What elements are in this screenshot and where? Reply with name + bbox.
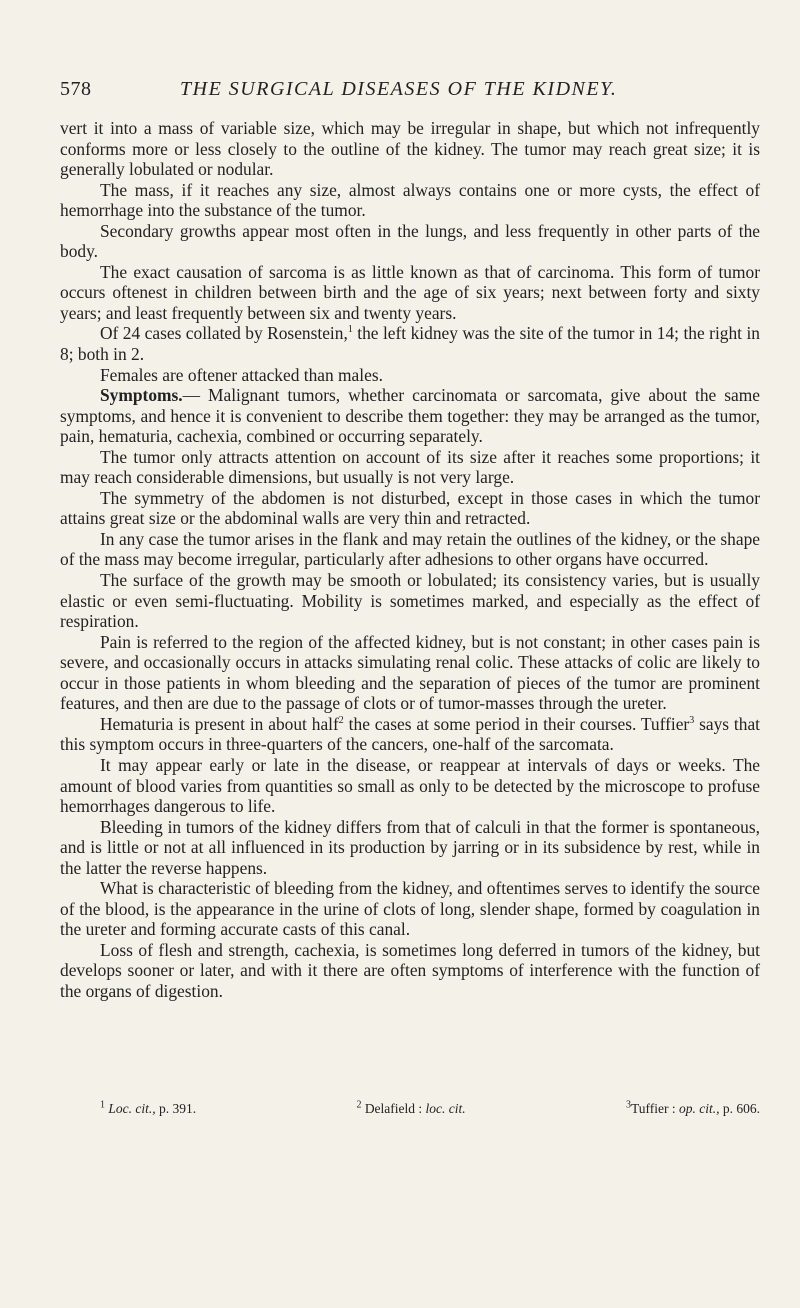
paragraph: The exact causation of sarcoma is as little known as that of carcinoma. This form of tumor occurs oftenest in children between birth and the age of six years; next between forty and sixty years; and least frequently between six and twenty years. [60,261,760,323]
paragraph: Bleeding in tumors of the kidney differs from that of calculi in that the former is spontaneous, and is little or not at all influenced in its production by jarring or in its subsidence by rest, while in the latter the reverse happens. [60,816,760,878]
footnote-ref: 2 [338,715,344,727]
paragraph: Pain is referred to the region of the affected kidney, but is not constant; in other cases pain is severe, and occasionally occurs in attacks simulating renal colic. These attacks of colic are likely to occur in those patients in whom bleeding and the separation of pieces of the tumor are prominent features, and then are due to the passage of clots or of tumor-masses through the ureter. [60,631,760,714]
section-heading: Symptoms. [100,385,183,406]
page-header [60,78,740,106]
footnote: $^3$Tuffier : op. cit., p. 606. [625,1099,760,1116]
footnote: $^1$ Loc. cit., p. 391. [100,1099,197,1116]
footnote: $^2$ Delafield : loc. cit. [356,1099,466,1116]
paragraph: The surface of the growth may be smooth or lobulated; its consistency varies, but is usually elastic or even semi-fluctuating. Mobility is sometimes marked, and especially as the effect of respiration. [60,570,760,632]
paragraph: vert it into a mass of variable size, which may be irregular in shape, but which not infrequently conforms more or less closely to the outline of the kidney. The tumor may reach great size; it is generally lobulated or nodular. [60,118,760,180]
paragraph-rosenstein: Of 24 cases collated by Rosenstein,$^1$ the left kidney was the site of the tumor in 14; the right in 8; both in 2. [60,323,760,365]
paragraph: In any case the tumor arises in the flank and may retain the outlines of the kidney, or the shape of the mass may become irregular, particularly after adhesions to other organs have occurred. [60,528,760,570]
paragraph: Secondary growths appear most often in the lungs, and less frequently in other parts of the body. [60,220,760,262]
footnote-ref: 1 [347,324,353,336]
footnotes [100,1100,760,1118]
running-title: THE SURGICAL DISEASES OF THE KIDNEY. [180,78,618,100]
paragraph-hematuria: Hematuria is present in about half$^2$ the cases at some period in their courses. Tuffier$^3$ says that this symptom occurs in three-quarters of the cancers, one-half of the sarcomata. [60,713,760,755]
paragraph: Loss of flesh and strength, cachexia, is sometimes long deferred in tumors of the kidney, but develops sooner or later, and with it there are often symptoms of interference with the function of the organs of digestion. [60,939,760,1001]
paragraph: The mass, if it reaches any size, almost always contains one or more cysts, the effect of hemorrhage into the substance of the tumor. [60,179,760,221]
page-number: 578 [60,78,92,100]
paragraph-symptoms: Symptoms.— Malignant tumors, whether carcinomata or sarcomata, give about the same symptoms, and hence it is convenient to describe them together: they may be arranged as the tumor, pain, hematuria, cachexia, combined or occurring separately. [60,385,760,447]
footnote-ref: 3 [689,715,695,727]
paragraph: Females are oftener attacked than males. [100,364,383,385]
body-text [60,118,760,1002]
paragraph: It may appear early or late in the disease, or reappear at intervals of days or weeks. The amount of blood varies from quantities so small as only to be detected by the microscope to profuse hemorrhages dangerous to life. [60,754,760,817]
paragraph: What is characteristic of bleeding from the kidney, and oftentimes serves to identify the source of the blood, is the appearance in the urine of clots of long, slender shape, formed by coagulation in the ureter and forming accurate casts of this canal. [60,878,760,940]
paragraph: The symmetry of the abdomen is not disturbed, except in those cases in which the tumor attains great size or the abdominal walls are very thin and retracted. [60,487,760,529]
paragraph: The tumor only attracts attention on account of its size after it reaches some proportions; it may reach considerable dimensions, but usually is not very large. [60,446,760,488]
